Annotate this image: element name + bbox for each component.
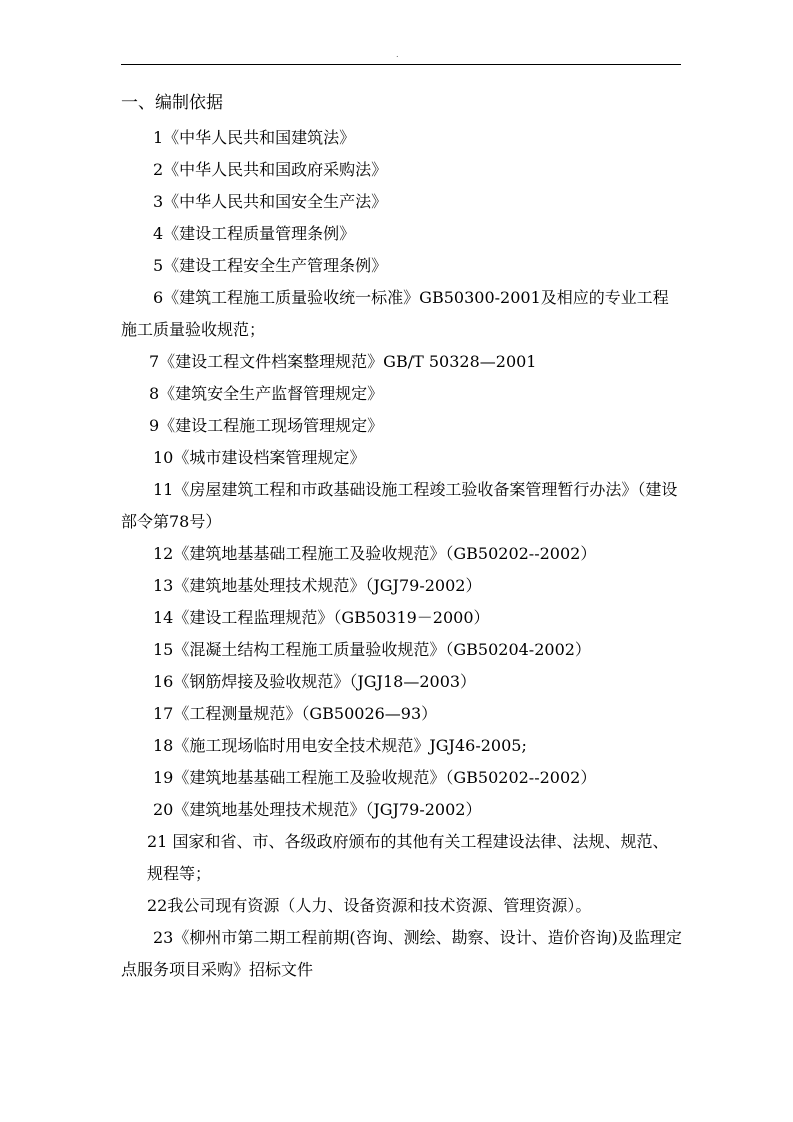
reference-item-12: 12《建筑地基基础工程施工及验收规范》（GB50202--2002）	[153, 544, 597, 563]
reference-item-5: 5《建设工程安全生产管理条例》	[153, 256, 388, 275]
reference-item-18: 18《施工现场临时用电安全技术规范》JGJ46-2005;	[153, 736, 527, 755]
reference-item-21: 21 国家和省、市、各级政府颁布的其他有关工程建设法律、法规、规范、规程等；	[147, 832, 669, 883]
reference-item-9: 9《建设工程施工现场管理规定》	[149, 416, 384, 435]
reference-item-22: 22我公司现有资源（人力、设备资源和技术资源、管理资源）。	[147, 896, 592, 915]
reference-item-10: 10《城市建设档案管理规定》	[153, 448, 366, 467]
reference-item-8: 8《建筑安全生产监督管理规定》	[149, 384, 384, 403]
reference-item-14: 14《建设工程监理规范》（GB50319－2000）	[153, 608, 490, 627]
header-rule	[121, 64, 681, 65]
header-mark: .	[396, 50, 399, 59]
reference-item-20: 20《建筑地基处理技术规范》（JGJ79-2002）	[153, 800, 482, 819]
reference-item-13: 13《建筑地基处理技术规范》（JGJ79-2002）	[153, 576, 482, 595]
section-heading: 一、编制依据	[121, 93, 223, 113]
reference-item-1: 1《中华人民共和国建筑法》	[153, 128, 356, 147]
reference-item-3: 3《中华人民共和国安全生产法》	[153, 192, 388, 211]
reference-item-4: 4《建设工程质量管理条例》	[153, 224, 356, 243]
reference-item-11: 11《房屋建筑工程和市政基础设施工程竣工验收备案管理暂行办法》（建设部令第78号）	[121, 480, 678, 531]
reference-item-2: 2《中华人民共和国政府采购法》	[153, 160, 388, 179]
reference-item-17: 17《工程测量规范》（GB50026—93）	[153, 704, 438, 723]
reference-item-19: 19《建筑地基基础工程施工及验收规范》（GB50202--2002）	[153, 768, 597, 787]
reference-item-23: 23《柳州市第二期工程前期(咨询、测绘、勘察、设计、造价咨询)及监理定点服务项目采购》招标文件	[121, 928, 682, 979]
reference-item-16: 16《钢筋焊接及验收规范》（JGJ18—2003）	[153, 672, 477, 691]
reference-item-7: 7《建设工程文件档案整理规范》GB/T 50328—2001	[149, 352, 537, 371]
document-content	[121, 90, 683, 986]
reference-item-15: 15《混凝土结构工程施工质量验收规范》（GB50204-2002）	[153, 640, 591, 659]
reference-item-6: 6《建筑工程施工质量验收统一标准》GB50300-2001及相应的专业工程施工质量验收规范；	[121, 288, 669, 339]
